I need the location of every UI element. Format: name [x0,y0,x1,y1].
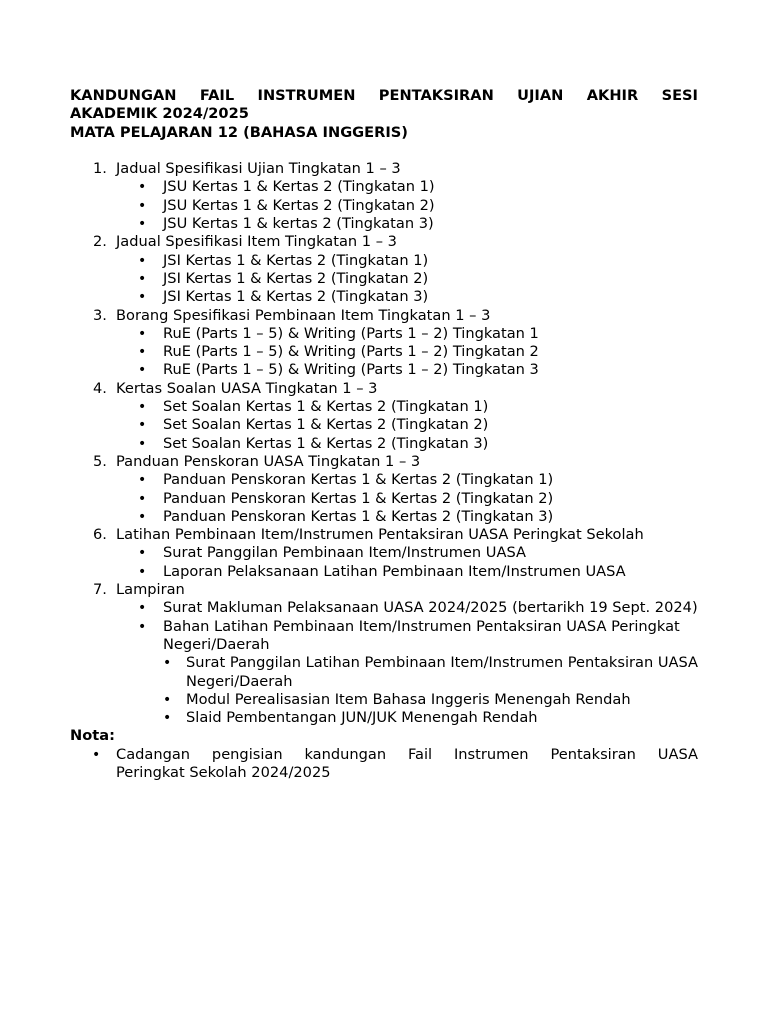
bullet-icon: • [138,179,147,196]
nota-list [70,746,698,783]
list-item [70,307,698,380]
sub-item-text: Set Soalan Kertas 1 & Kertas 2 (Tingkatan 3) [163,434,489,452]
bullet-icon: • [138,508,147,525]
contents-list [70,160,698,727]
sub-item-text: Surat Panggilan Pembinaan Item/Instrumen UASA [163,544,526,562]
bullet-icon: • [138,270,147,287]
sub-list-item [116,398,698,416]
sub-item-text: Panduan Penskoran Kertas 1 & Kertas 2 (Tingkatan 3) [163,507,554,525]
document-content [70,87,698,782]
bullet-icon: • [138,435,147,452]
nested-list-item [163,654,698,691]
bullet-icon: • [138,563,147,580]
sub-item-text: JSI Kertas 1 & Kertas 2 (Tingkatan 2) [163,269,429,287]
item-number: 1. [93,160,107,178]
list-item [70,581,698,727]
sub-item-text: Surat Makluman Pelaksanaan UASA 2024/2025 (bertarikh 19 Sept. 2024) [163,599,698,617]
sub-list-item [116,197,698,215]
sub-list-item [116,343,698,361]
sub-list-item [116,599,698,617]
sub-list-item [116,361,698,379]
sub-item-text: Set Soalan Kertas 1 & Kertas 2 (Tingkatan 2) [163,416,489,434]
nested-item-text: Slaid Pembentangan JUN/JUK Menengah Rendah [186,709,538,727]
list-item [70,233,698,306]
sub-item-text: JSU Kertas 1 & kertas 2 (Tingkatan 3) [163,215,434,233]
sub-list-item [116,563,698,581]
sub-item-text: JSU Kertas 1 & Kertas 2 (Tingkatan 1) [163,178,435,196]
list-item [70,160,698,233]
bullet-icon: • [138,344,147,361]
sub-item-text: Panduan Penskoran Kertas 1 & Kertas 2 (Tingkatan 2) [163,489,554,507]
item-label: Panduan Penskoran UASA Tingkatan 1 – 3 [116,452,421,470]
item-label: Borang Spesifikasi Pembinaan Item Tingkatan 1 – 3 [116,306,491,324]
sub-list [116,325,698,380]
sub-item-text: JSI Kertas 1 & Kertas 2 (Tingkatan 3) [163,288,429,306]
item-label: Kertas Soalan UASA Tingkatan 1 – 3 [116,379,378,397]
nested-sub-list [163,654,698,727]
sub-item-text: RuE (Parts 1 – 5) & Writing (Parts 1 – 2) Tingkatan 1 [163,324,539,342]
sub-list-item [116,288,698,306]
sub-item-text: Panduan Penskoran Kertas 1 & Kertas 2 (Tingkatan 1) [163,471,554,489]
bullet-icon: • [138,216,147,233]
sub-list-item [116,471,698,489]
sub-list-item [116,325,698,343]
item-number: 5. [93,452,107,470]
subtitle: MATA PELAJARAN 12 (BAHASA INGGERIS) [70,123,408,141]
bullet-icon: • [138,600,147,617]
item-label: Jadual Spesifikasi Item Tingkatan 1 – 3 [116,233,397,251]
nested-item-text: Modul Perealisasian Item Bahasa Inggeris Menengah Rendah [186,690,631,708]
sub-item-text: Bahan Latihan Pembinaan Item/Instrumen Pentaksiran UASA Peringkat Negeri/Daerah [163,617,680,653]
bullet-icon: • [138,325,147,342]
sub-list-item [116,490,698,508]
spacer [70,142,698,160]
nota-label: Nota: [70,727,115,745]
nested-list-item [163,691,698,709]
item-number: 3. [93,306,107,324]
bullet-icon: • [138,545,147,562]
sub-item-text: Set Soalan Kertas 1 & Kertas 2 (Tingkatan 1) [163,398,489,416]
nested-item-text: Surat Panggilan Latihan Pembinaan Item/Instrumen Pentaksiran UASA Negeri/Daerah [186,654,699,690]
bullet-icon: • [163,691,172,708]
sub-list [116,398,698,453]
item-number: 7. [93,581,107,599]
bullet-icon: • [138,399,147,416]
sub-item-text: JSI Kertas 1 & Kertas 2 (Tingkatan 1) [163,251,429,269]
item-number: 6. [93,526,107,544]
sub-item-text: Laporan Pelaksanaan Latihan Pembinaan Item/Instrumen UASA [163,562,626,580]
item-label: Latihan Pembinaan Item/Instrumen Pentaksiran UASA Peringkat Sekolah [116,526,644,544]
bullet-icon: • [138,289,147,306]
sub-list [116,471,698,526]
sub-list-item [116,435,698,453]
nota-text-line-1: Cadangan pengisian kandungan Fail Instrumen Pentaksiran UASA [116,745,698,763]
item-number: 4. [93,379,107,397]
list-item [70,453,698,526]
bullet-icon: • [163,655,172,672]
bullet-icon: • [138,362,147,379]
sub-list [116,599,698,727]
bullet-icon: • [138,472,147,489]
bullet-icon: • [138,490,147,507]
bullet-icon: • [138,197,147,214]
sub-item-text: RuE (Parts 1 – 5) & Writing (Parts 1 – 2) Tingkatan 3 [163,361,539,379]
sub-list-item [116,508,698,526]
sub-list [116,252,698,307]
sub-list-item [116,416,698,434]
sub-item-text: RuE (Parts 1 – 5) & Writing (Parts 1 – 2) Tingkatan 2 [163,343,539,361]
bullet-icon: • [163,710,172,727]
list-item [70,380,698,453]
sub-list-item [116,252,698,270]
sub-item-text: JSU Kertas 1 & Kertas 2 (Tingkatan 2) [163,196,435,214]
title-line-1: KANDUNGAN FAIL INSTRUMEN PENTAKSIRAN UJIAN AKHIR SESI [70,87,698,104]
sub-list-item [116,270,698,288]
bullet-icon: • [138,417,147,434]
sub-list-item [116,215,698,233]
bullet-icon: • [138,618,147,635]
nota-text-line-2: Peringkat Sekolah 2024/2025 [116,763,331,781]
sub-list-item [116,178,698,196]
sub-list [116,178,698,233]
sub-list-item [116,544,698,562]
title-line-2: AKADEMIK 2024/2025 [70,105,249,123]
item-number: 2. [93,233,107,251]
nota-item [70,746,698,783]
item-label: Jadual Spesifikasi Ujian Tingkatan 1 – 3 [116,160,401,178]
item-label: Lampiran [116,581,185,599]
list-item [70,526,698,581]
sub-list-item [116,618,698,728]
bullet-icon: • [138,252,147,269]
sub-list [116,544,698,581]
bullet-icon: • [92,746,101,763]
nested-list-item [163,709,698,727]
